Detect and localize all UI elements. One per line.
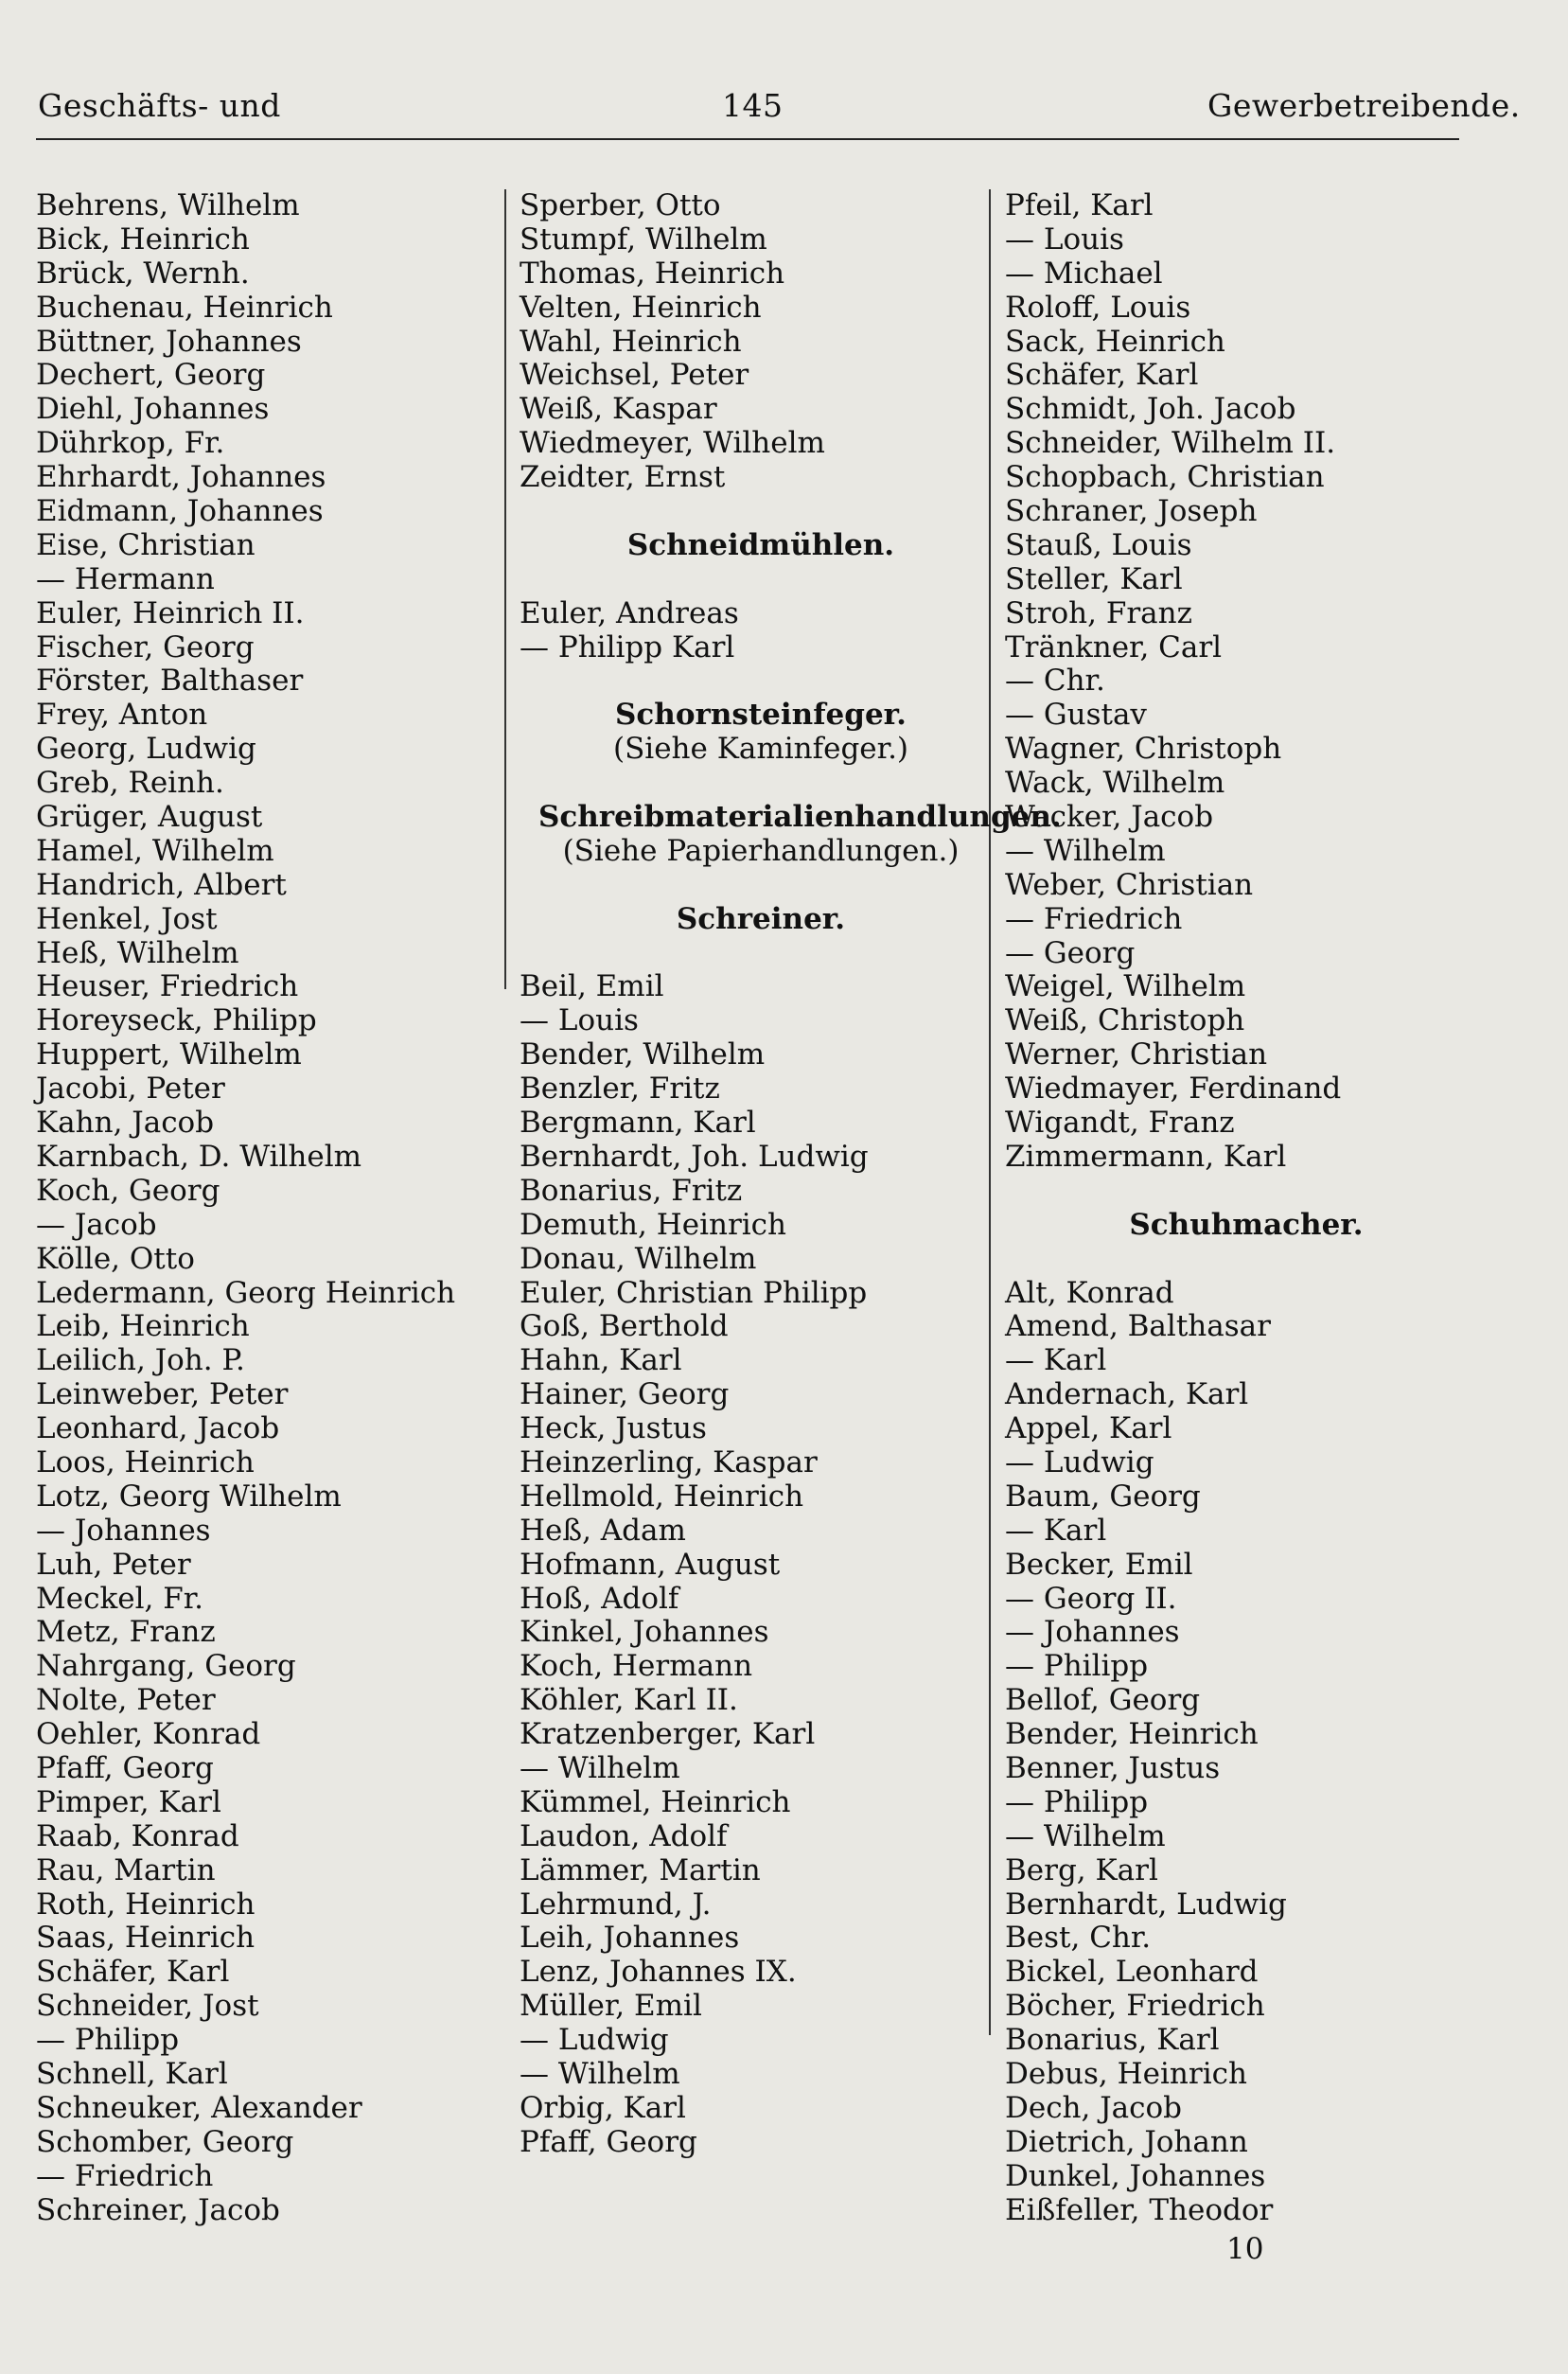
list-entry: Rau, Martin [36,1852,216,1887]
list-entry: Wacker, Jacob [1005,800,1214,835]
list-entry: — Georg [1005,935,1136,970]
list-entry: Nahrgang, Georg [36,1649,296,1684]
list-entry: Werner, Christian [1005,1037,1268,1072]
list-entry: — Johannes [1005,1615,1180,1650]
spacer [1005,1243,1469,1277]
list-entry: Pfaff, Georg [36,1750,214,1785]
list-entry: Schraner, Joseph [1005,494,1258,529]
list-entry: Sack, Heinrich [1005,324,1225,359]
list-entry: Stumpf, Wilhelm [520,221,767,257]
list-entry: Bick, Heinrich [36,221,250,257]
list-entry: Tränkner, Carl [1005,629,1223,664]
list-entry: Förster, Balthaser [36,664,304,699]
page-number: 145 [722,87,784,124]
list-entry: Schneider, Jost [36,1989,259,2024]
list-entry: Roloff, Louis [1005,290,1191,325]
list-entry: — Ludwig [1005,1444,1154,1479]
list-entry: Brück, Wernh. [36,256,250,291]
list-entry: Saas, Heinrich [36,1921,255,1956]
list-entry: — Friedrich [1005,901,1183,936]
list-entry: Koch, Hermann [520,1649,753,1684]
list-entry: Heß, Adam [520,1513,686,1548]
list-entry: — Philipp Karl [520,629,735,664]
list-entry: Henkel, Jost [36,901,218,936]
running-head-left: Geschäfts- und [38,87,281,124]
list-entry: Euler, Christian Philipp [520,1275,868,1310]
list-entry: — Chr. [1005,664,1105,699]
list-entry: Thomas, Heinrich [520,256,785,291]
list-entry: Kinkel, Johannes [520,1615,769,1650]
list-entry: Schneider, Wilhelm II. [1005,426,1336,461]
list-entry: Weiß, Kaspar [520,392,717,427]
list-entry: Kümmel, Heinrich [520,1784,791,1819]
list-entry: Böcher, Friedrich [1005,1989,1265,2024]
list-entry: Euler, Andreas [520,595,739,630]
list-entry: Pfeil, Karl [1005,188,1154,222]
list-entry: Alt, Konrad [1005,1275,1174,1310]
list-entry: Kölle, Otto [36,1241,195,1276]
list-entry: Hellmold, Heinrich [520,1479,804,1514]
list-entry: — Wilhelm [1005,1818,1166,1853]
list-entry: Huppert, Wilhelm [36,1037,302,1072]
list-entry: Metz, Franz [36,1615,216,1650]
header-rule [36,138,1459,140]
list-entry: Goß, Berthold [520,1309,729,1344]
list-entry: Schomber, Georg [36,2124,294,2159]
list-entry: Dech, Jacob [1005,2090,1183,2125]
spacer [520,767,983,801]
list-entry: — Wilhelm [1005,833,1166,868]
list-entry: Dechert, Georg [36,358,266,393]
list-entry: Euler, Heinrich II. [36,595,305,630]
list-entry: Weigel, Wilhelm [1005,969,1246,1004]
list-entry: Köhler, Karl II. [520,1683,738,1718]
list-entry: Pfaff, Georg [520,2124,697,2159]
list-entry: Ledermann, Georg Heinrich [36,1275,456,1310]
list-entry: — Johannes [36,1513,211,1548]
list-entry: Lämmer, Martin [520,1852,761,1887]
list-entry: Demuth, Heinrich [520,1207,787,1242]
list-entry: Lehrmund, J. [520,1887,712,1922]
list-entry: Baum, Georg [1005,1479,1201,1514]
list-entry: — Wilhelm [520,1750,680,1785]
list-entry: Dunkel, Johannes [1005,2158,1266,2193]
list-entry: Bergmann, Karl [520,1106,756,1141]
list-entry: Behrens, Wilhelm [36,188,300,222]
list-entry: Lenz, Johannes IX. [520,1955,797,1990]
list-entry: Raab, Konrad [36,1818,239,1853]
list-entry: Schreiner, Jacob [36,2192,280,2227]
list-entry: Amend, Balthasar [1005,1309,1271,1344]
list-entry: Wack, Wilhelm [1005,766,1225,801]
list-entry: Grüger, August [36,800,263,835]
list-entry: Benner, Justus [1005,1750,1221,1785]
list-entry: Schäfer, Karl [36,1955,230,1990]
list-entry: Wahl, Heinrich [520,324,742,359]
spacer [520,869,983,903]
list-entry: Velten, Heinrich [520,290,762,325]
list-entry: Hahn, Karl [520,1343,682,1378]
list-entry: Diehl, Johannes [36,392,270,427]
list-entry: Berg, Karl [1005,1852,1158,1887]
list-entry: Bonarius, Fritz [520,1173,743,1208]
list-entry: Schnell, Karl [36,2056,228,2091]
list-entry: — Philipp [1005,1784,1149,1819]
spacer [520,563,983,597]
list-entry: Georg, Ludwig [36,732,256,767]
list-entry: — Louis [1005,221,1124,257]
list-entry: Büttner, Johannes [36,324,302,359]
list-entry: Kahn, Jacob [36,1106,215,1141]
list-entry: Schmidt, Joh. Jacob [1005,392,1296,427]
list-entry: Leih, Johannes [520,1921,740,1956]
cross-reference: (Siehe Kaminfeger.) [612,732,909,767]
list-entry: Luh, Peter [36,1547,191,1582]
list-entry: Becker, Emil [1005,1547,1193,1582]
list-entry: Leilich, Joh. P. [36,1343,245,1378]
list-entry: Schneuker, Alexander [36,2090,362,2125]
list-entry: Eidmann, Johannes [36,494,324,529]
list-entry: Orbig, Karl [520,2090,686,2125]
list-entry: Leonhard, Jacob [36,1411,280,1446]
list-entry: Greb, Reinh. [36,766,224,801]
section-heading: Schornsteinfeger. [615,698,907,733]
list-entry: Ehrhardt, Johannes [36,460,326,495]
list-entry: Weiß, Christoph [1005,1003,1245,1038]
list-entry: — Wilhelm [520,2056,680,2091]
list-entry: Schopbach, Christian [1005,460,1325,495]
list-entry: Oehler, Konrad [36,1717,261,1752]
list-entry: Hainer, Georg [520,1377,730,1412]
list-entry: Zeidter, Ernst [520,460,726,495]
list-entry: Best, Chr. [1005,1921,1152,1956]
column-2 [520,188,1062,2160]
list-entry: Donau, Wilhelm [520,1241,757,1276]
list-entry: Dietrich, Johann [1005,2124,1248,2159]
list-entry: Lotz, Georg Wilhelm [36,1479,342,1514]
spacer [520,495,983,529]
list-entry: Hoß, Adolf [520,1581,679,1616]
section-heading: Schneidmühlen. [626,527,895,562]
list-entry: Karnbach, D. Wilhelm [36,1139,362,1174]
running-head-right: Gewerbetreibende. [1207,87,1521,124]
column-divider-1 [504,189,506,989]
list-entry: Loos, Heinrich [36,1444,255,1479]
list-entry: Leinweber, Peter [36,1377,289,1412]
section-heading: Schreibmaterialienhandlungen. [538,800,1062,835]
list-entry: — Jacob [36,1207,157,1242]
list-entry: Frey, Anton [36,698,208,733]
section-heading: Schuhmacher. [1129,1207,1364,1242]
list-entry: — Hermann [36,561,215,596]
list-entry: Bernhardt, Ludwig [1005,1887,1287,1922]
signature-mark: 10 [1226,2232,1264,2266]
list-entry: Andernach, Karl [1005,1377,1249,1412]
list-entry: Weichsel, Peter [520,358,749,393]
list-entry: Debus, Heinrich [1005,2056,1247,2091]
list-entry: Handrich, Albert [36,867,287,902]
list-entry: Roth, Heinrich [36,1887,255,1922]
list-entry: Steller, Karl [1005,561,1183,596]
list-entry: — Friedrich [36,2158,214,2193]
list-entry: Zimmermann, Karl [1005,1139,1287,1174]
list-entry: Bellof, Georg [1005,1683,1201,1718]
list-entry: Nolte, Peter [36,1683,216,1718]
list-entry: — Philipp [36,2023,180,2058]
spacer [520,664,983,699]
list-entry: Meckel, Fr. [36,1581,203,1616]
list-entry: Schäfer, Karl [1005,358,1199,393]
list-entry: Hofmann, August [520,1547,781,1582]
list-entry: Koch, Georg [36,1173,220,1208]
list-entry: Bender, Heinrich [1005,1717,1259,1752]
list-entry: — Gustav [1005,698,1147,733]
list-entry: Hamel, Wilhelm [36,833,274,868]
list-entry: Müller, Emil [520,1989,702,2024]
list-entry: Eise, Christian [36,527,255,562]
list-entry: Bonarius, Karl [1005,2023,1220,2058]
list-entry: — Ludwig [520,2023,669,2058]
list-entry: Stauß, Louis [1005,527,1192,562]
column-divider-2 [989,189,991,2035]
list-entry: Bickel, Leonhard [1005,1955,1259,1990]
list-entry: Eißfeller, Theodor [1005,2192,1274,2227]
list-entry: — Michael [1005,256,1163,291]
list-entry: — Philipp [1005,1649,1149,1684]
list-entry: Leib, Heinrich [36,1309,250,1344]
list-entry: — Karl [1005,1513,1107,1548]
list-entry: Beil, Emil [520,969,664,1004]
list-entry: Horeyseck, Philipp [36,1003,317,1038]
list-entry: Bender, Wilhelm [520,1037,766,1072]
list-entry: Fischer, Georg [36,629,255,664]
list-entry: Wagner, Christoph [1005,732,1282,767]
column-1 [36,189,500,2227]
list-entry: Wiedmeyer, Wilhelm [520,426,825,461]
list-entry: — Georg II. [1005,1581,1177,1616]
list-entry: Benzler, Fritz [520,1072,720,1107]
list-entry: Appel, Karl [1005,1411,1172,1446]
section-heading: Schreiner. [676,901,846,936]
column-3 [1005,189,1469,2227]
spacer [520,937,983,971]
spacer [1005,1175,1469,1209]
list-entry: Heck, Justus [520,1411,707,1446]
list-entry: Sperber, Otto [520,188,721,222]
list-entry: Pimper, Karl [36,1784,221,1819]
list-entry: Heß, Wilhelm [36,935,239,970]
list-entry: Bernhardt, Joh. Ludwig [520,1139,869,1174]
list-entry: Weber, Christian [1005,867,1254,902]
list-entry: Heinzerling, Kaspar [520,1444,818,1479]
list-entry: Dührkop, Fr. [36,426,225,461]
list-entry: Wigandt, Franz [1005,1106,1235,1141]
list-entry: Kratzenberger, Karl [520,1717,816,1752]
list-entry: Jacobi, Peter [36,1072,225,1107]
list-entry: Heuser, Friedrich [36,969,299,1004]
list-entry: Laudon, Adolf [520,1818,728,1853]
list-entry: Wiedmayer, Ferdinand [1005,1072,1342,1107]
cross-reference: (Siehe Papierhandlungen.) [562,833,960,868]
list-entry: Buchenau, Heinrich [36,290,333,325]
list-entry: — Louis [520,1003,639,1038]
list-entry: — Karl [1005,1343,1107,1378]
list-entry: Stroh, Franz [1005,595,1192,630]
